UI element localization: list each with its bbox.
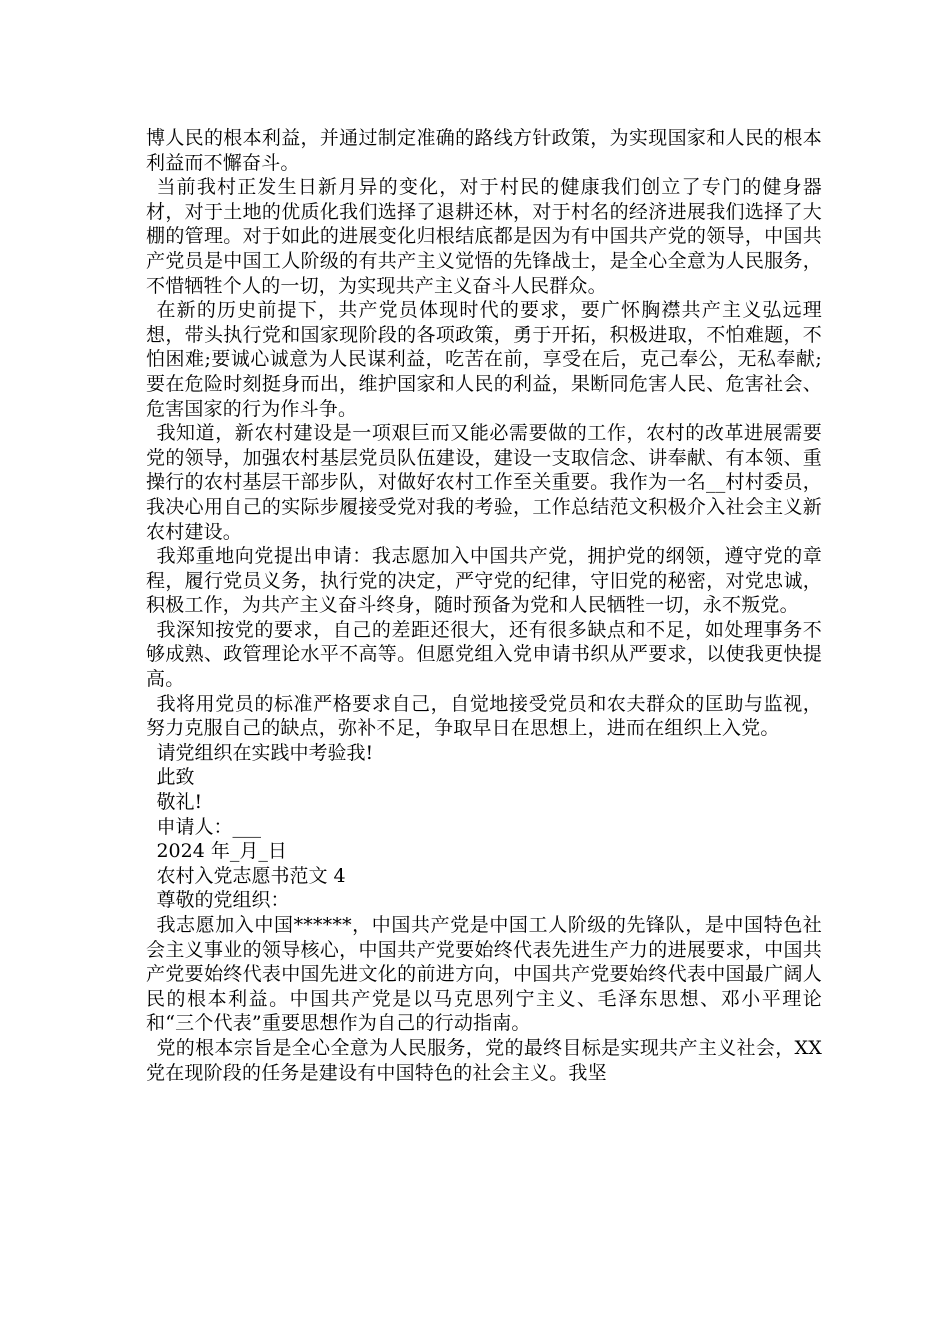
applicant-line: 申请人：___: [156, 815, 261, 838]
salutation-jingli: 敬礼!: [156, 791, 203, 814]
paragraph: 博人民的根本利益，并通过制定准确的路线方针政策，为实现国家和人民的根本利益而不懈奋斗。: [146, 127, 822, 174]
paragraph: 我知道，新农村建设是一项艰巨而又能必需要做的工作，农村的改革进展需要党的领导，加强农村基层党员队伍建设，建设一支取信念、讲奉献、有本领、重操行的农村基层干部步队，对做好农村工作至关重要。我作为一名__村村委员，我决心用自己的实际步履接受党对我的考验，工作总结范文积极介入社会主义新农村建设。: [146, 422, 822, 543]
paragraph: 当前我村正发生日新月异的变化，对于村民的健康我们创立了专门的健身器材，对于土地的优质化我们选择了退耕还林，对于村名的经济进展我们选择了大棚的管理。对于如此的进展变化归根结底都是因为有中国共产党的领导，中国共产党员是中国工人阶级的有共产主义觉悟的先锋战士，是全心全意为人民服务，不惜牺牲个人的一切，为实现共产主义奋斗人民群众。: [146, 176, 822, 297]
date-line: 2024 年_月_日: [156, 840, 287, 863]
paragraph: 我将用党员的标准严格要求自己，自觉地接受党员和农夫群众的匡助与监视，努力克服自己的缺点，弥补不足，争取早日在思想上，进而在组织上入党。: [146, 692, 822, 740]
document-body: [146, 126, 822, 1085]
paragraph: 我志愿加入中国******，中国共产党是中国工人阶级的先锋队，是中国特色社会主义事业的领导核心，中国共产党要始终代表先进生产力的进展要求，中国共产党要始终代表中国先进文化的前进方向，中国共产党要始终代表中国最广阔人民的根本利益。中国共产党是以马克思列宁主义、毛泽东思想、邓小平理论和“三个代表”重要思想作为自己的行动指南。: [146, 914, 822, 1035]
closing-request-line: 请党组织在实践中考验我!: [156, 741, 374, 764]
section-heading: 农村入党志愿书范文 4: [156, 864, 346, 887]
paragraph: 我深知按党的要求，自己的差距还很大，还有很多缺点和不足，如处理事务不够成熟、政管理论水平不高等。但愿党组入党申请书织从严要求，以使我更快提高。: [146, 618, 822, 691]
paragraph: 党的根本宗旨是全心全意为人民服务，党的最终目标是实现共产主义社会，XX 党在现阶段的任务是建设有中国特色的社会主义。我坚: [146, 1036, 822, 1084]
salutation-cizhi: 此致: [156, 766, 195, 789]
paragraph: 我郑重地向党提出申请：我志愿加入中国共产党，拥护党的纲领，遵守党的章程，履行党员义务，执行党的决定，严守党的纪律，守旧党的秘密，对党忠诚，积极工作，为共产主义奋斗终身，随时预备为党和人民牺牲一切，永不叛党。: [146, 545, 822, 617]
paragraph: 在新的历史前提下，共产党员体现时代的要求，要广怀胸襟共产主义弘远理想，带头执行党和国家现阶段的各项政策，勇于开拓，积极进取，不怕难题，不怕困难;要诚心诚意为人民谋利益，吃苦在前，享受在后，克己奉公，无私奉献;要在危险时刻挺身而出，维护国家和人民的利益，果断同危害人民、危害社会、危害国家的行为作斗争。: [146, 299, 822, 420]
greeting-line: 尊敬的党组织：: [156, 889, 290, 912]
